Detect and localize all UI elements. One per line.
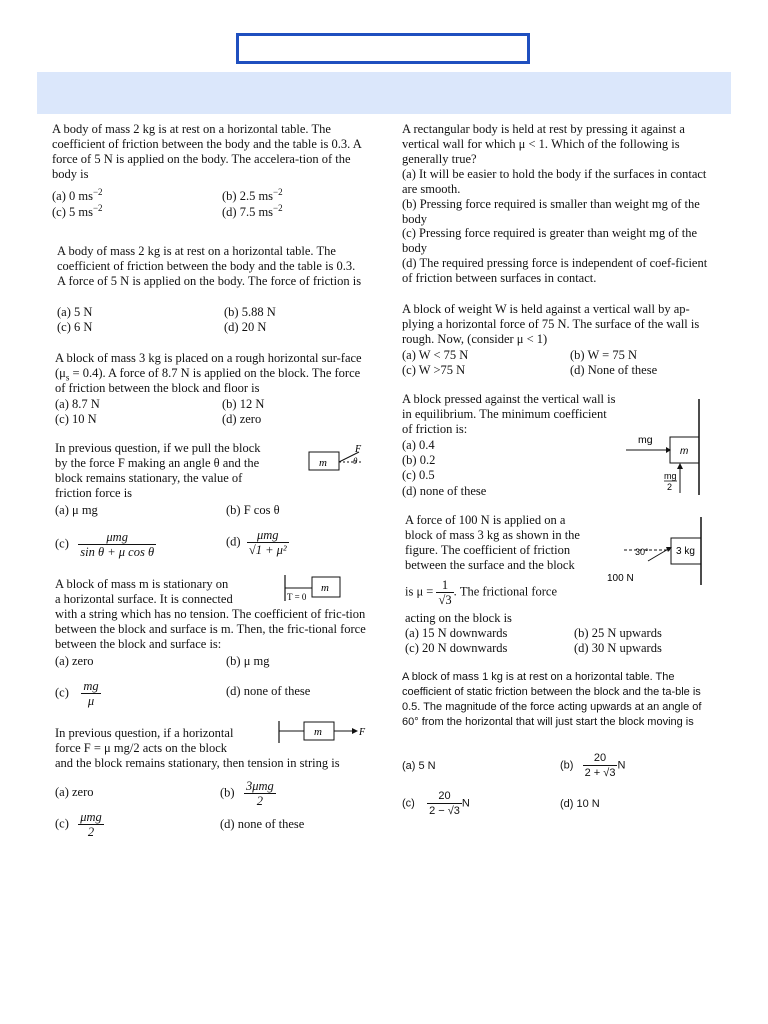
q3-option-b: (b) 12 N bbox=[222, 397, 265, 411]
q2-option-d: (d) 20 N bbox=[224, 320, 267, 334]
q9-figure bbox=[622, 397, 712, 497]
q2-option-b: (b) 5.88 N bbox=[224, 305, 276, 319]
question-9-text: A block pressed against the vertical wall is in equilibrium. The minimum coefficient of friction is: bbox=[402, 392, 616, 436]
q10-option-a: (a) 15 N downwards bbox=[405, 626, 508, 640]
q7-option-b: (b) Pressing force required is smaller than weight mg of the body bbox=[402, 197, 700, 226]
question-6-line-3: and the block remains stationary, then tension in string is bbox=[55, 756, 340, 770]
question-5-line-2: a horizontal surface. It is connected bbox=[55, 592, 233, 606]
question-7-text: A rectangular body is held at rest by pressing it against a vertical wall for which μ < 1. Which of the following is generally true? bbox=[402, 122, 685, 166]
q4-figure-angle-label: θ bbox=[353, 456, 358, 466]
q8-option-b: (b) W = 75 N bbox=[570, 348, 637, 362]
q11-option-b: (b) $\frac{20}{2 + √3}$ N bbox=[560, 752, 626, 779]
question-5-line-1: A block of mass m is stationary on bbox=[55, 577, 229, 591]
q5-option-b: (b) μ mg bbox=[226, 654, 270, 668]
question-5 bbox=[55, 607, 367, 652]
question-6-line-1: In previous question, if a horizontal bbox=[55, 726, 234, 740]
q6-figure-force-label: F bbox=[359, 727, 366, 738]
q7-option-d: (d) The required pressing force is independent of coef-ficient of friction between surfaces in contact. bbox=[402, 256, 708, 285]
q4-option-d: (d) $\frac{\text{μmg}}{\text{√1 + μ²}}$ bbox=[226, 528, 287, 557]
header-band bbox=[37, 72, 731, 114]
q9-option-a: (a) 0.4 bbox=[402, 438, 435, 452]
q9-option-c: (c) 0.5 bbox=[402, 468, 435, 482]
q4-figure-force-label: F bbox=[355, 444, 362, 455]
question-6-line-2: force F = μ mg/2 acts on the block bbox=[55, 741, 228, 755]
question-1-text: A body of mass 2 kg is at rest on a horizontal table. The coefficient of friction between the body and the table is 0.3. A force of 5 N is applied on the body. The accelera-tion of the body is bbox=[52, 122, 362, 181]
question-10-text: A force of 100 N is applied on a block of mass 3 kg as shown in the figure. The coefficient of friction between the surface and the block bbox=[405, 513, 580, 572]
question-11-text: A block of mass 1 kg is at rest on a horizontal table. The coefficient of static friction between the block and the ta-ble is 0.5. The magnitude of the force acting upwards at an angle of 60° from the horizontal that will just start the block moving is bbox=[402, 671, 702, 728]
q1-option-d: (d) 7.5 $ms^{-2}$ bbox=[222, 202, 283, 219]
question-2-text: A body of mass 2 kg is at rest on a horizontal table. The coefficient of friction between the body and the table is 0.3. A force of 5 N is applied on the body. The force of friction is bbox=[57, 244, 362, 288]
q8-option-c: (c) W >75 N bbox=[402, 363, 466, 377]
q11-option-d: (d) 10 N bbox=[560, 798, 600, 810]
question-7 bbox=[402, 122, 707, 167]
q7-option-c: (c) Pressing force required is greater than weight mg of the body bbox=[402, 226, 698, 255]
q9-figure-mg2-num: mg bbox=[664, 471, 677, 481]
q1-option-c: (c) 5 $ms^{-2}$ bbox=[52, 202, 103, 219]
question-10 bbox=[405, 513, 595, 573]
q10-figure-force-label: 100 N bbox=[607, 573, 634, 584]
q7-option-a: (a) It will be easier to hold the body if the surfaces in contact are smooth. bbox=[402, 167, 707, 196]
q9-figure-mass-label: m bbox=[680, 446, 689, 457]
q5-figure-tension-label: T = 0 bbox=[287, 592, 307, 602]
q4-figure bbox=[305, 444, 367, 474]
q4-option-c: (c) $\frac{\text{μmg}}{\text{sin θ + μ cos θ}}$ bbox=[55, 530, 155, 559]
q3-option-d: (d) zero bbox=[222, 412, 262, 426]
q6-option-d: (d) none of these bbox=[220, 817, 305, 831]
q5-figure bbox=[282, 573, 344, 603]
question-8-text: A block of weight W is held against a vertical wall by ap-plying a horizontal force of 75 N. The surface of the wall is rough. Now, (consider μ < 1) bbox=[402, 302, 700, 346]
question-10-line: acting on the block is bbox=[405, 611, 512, 625]
title-box bbox=[236, 33, 530, 64]
q9-figure-mg-label: mg bbox=[638, 434, 653, 446]
q4-option-a: (a) μ mg bbox=[55, 503, 98, 517]
q11-option-a: (a) 5 N bbox=[402, 760, 436, 772]
q6-option-b: (b) $\frac{\text{3μmg}}{2}$ bbox=[220, 779, 274, 808]
q5-option-d: (d) none of these bbox=[226, 684, 311, 698]
q9-figure-mg2-den: 2 bbox=[667, 482, 673, 492]
question-11 bbox=[402, 670, 714, 730]
q8-option-a: (a) W < 75 N bbox=[402, 348, 469, 362]
q10-option-c: (c) 20 N downwards bbox=[405, 641, 508, 655]
question-4 bbox=[55, 441, 275, 501]
q1-option-b: (b) 2.5 $ms^{-2}$ bbox=[222, 186, 283, 203]
q1-option-a: (a) 0 $ms^{-2}$ bbox=[52, 186, 103, 203]
question-2 bbox=[57, 244, 364, 289]
q2-option-a: (a) 5 N bbox=[57, 305, 93, 319]
q2-option-c: (c) 6 N bbox=[57, 320, 93, 334]
q10-option-d: (d) 30 N upwards bbox=[574, 641, 662, 655]
question-8 bbox=[402, 302, 710, 347]
q4-option-b: (b) F cos θ bbox=[226, 503, 280, 517]
question-10-formula: is μ = $\frac{1}{√3}$ . The frictional force bbox=[405, 578, 558, 607]
q3-option-a: (a) 8.7 N bbox=[55, 397, 100, 411]
q10-option-b: (b) 25 N upwards bbox=[574, 626, 662, 640]
q5-option-c: (c) $\frac{mg}{\mu}$ bbox=[55, 679, 99, 708]
q9-option-d: (d) none of these bbox=[402, 484, 487, 498]
question-4-text: In previous question, if we pull the block by the force F making an angle θ and the block remains stationary, the value of friction force is bbox=[55, 441, 261, 500]
q11-option-c: (c) $\frac{20}{2 - √3}$ N bbox=[402, 790, 470, 817]
q9-option-b: (b) 0.2 bbox=[402, 453, 436, 467]
question-1 bbox=[52, 122, 367, 182]
q8-option-d: (d) None of these bbox=[570, 363, 658, 377]
q5-figure-mass-label: m bbox=[321, 582, 329, 594]
q10-figure-angle-label: 30° bbox=[635, 547, 649, 557]
question-9 bbox=[402, 392, 617, 437]
q5-option-a: (a) zero bbox=[55, 654, 94, 668]
question-3 bbox=[55, 351, 365, 396]
q6-figure bbox=[276, 719, 366, 745]
q10-figure-mass-label: 3 kg bbox=[676, 546, 695, 557]
q3-option-c: (c) 10 N bbox=[55, 412, 97, 426]
question-5-text: with a string which has no tension. The coefficient of fric-tion between the block and surface is m. Then, the fric-tional force between the block and surface is: bbox=[55, 607, 366, 651]
q10-figure bbox=[604, 515, 714, 587]
q6-option-a: (a) zero bbox=[55, 785, 94, 799]
q4-figure-mass-label: m bbox=[319, 457, 327, 469]
question-3-text: A block of mass 3 kg is placed on a rough horizontal sur-face $(\mu_s = 0.4)$. A force of 8.7 N is applied on the block. The force of friction between the block and floor is bbox=[55, 351, 362, 395]
q6-figure-mass-label: m bbox=[314, 726, 322, 738]
q6-option-c: (c) $\frac{\text{μmg}}{2}$ bbox=[55, 810, 102, 839]
